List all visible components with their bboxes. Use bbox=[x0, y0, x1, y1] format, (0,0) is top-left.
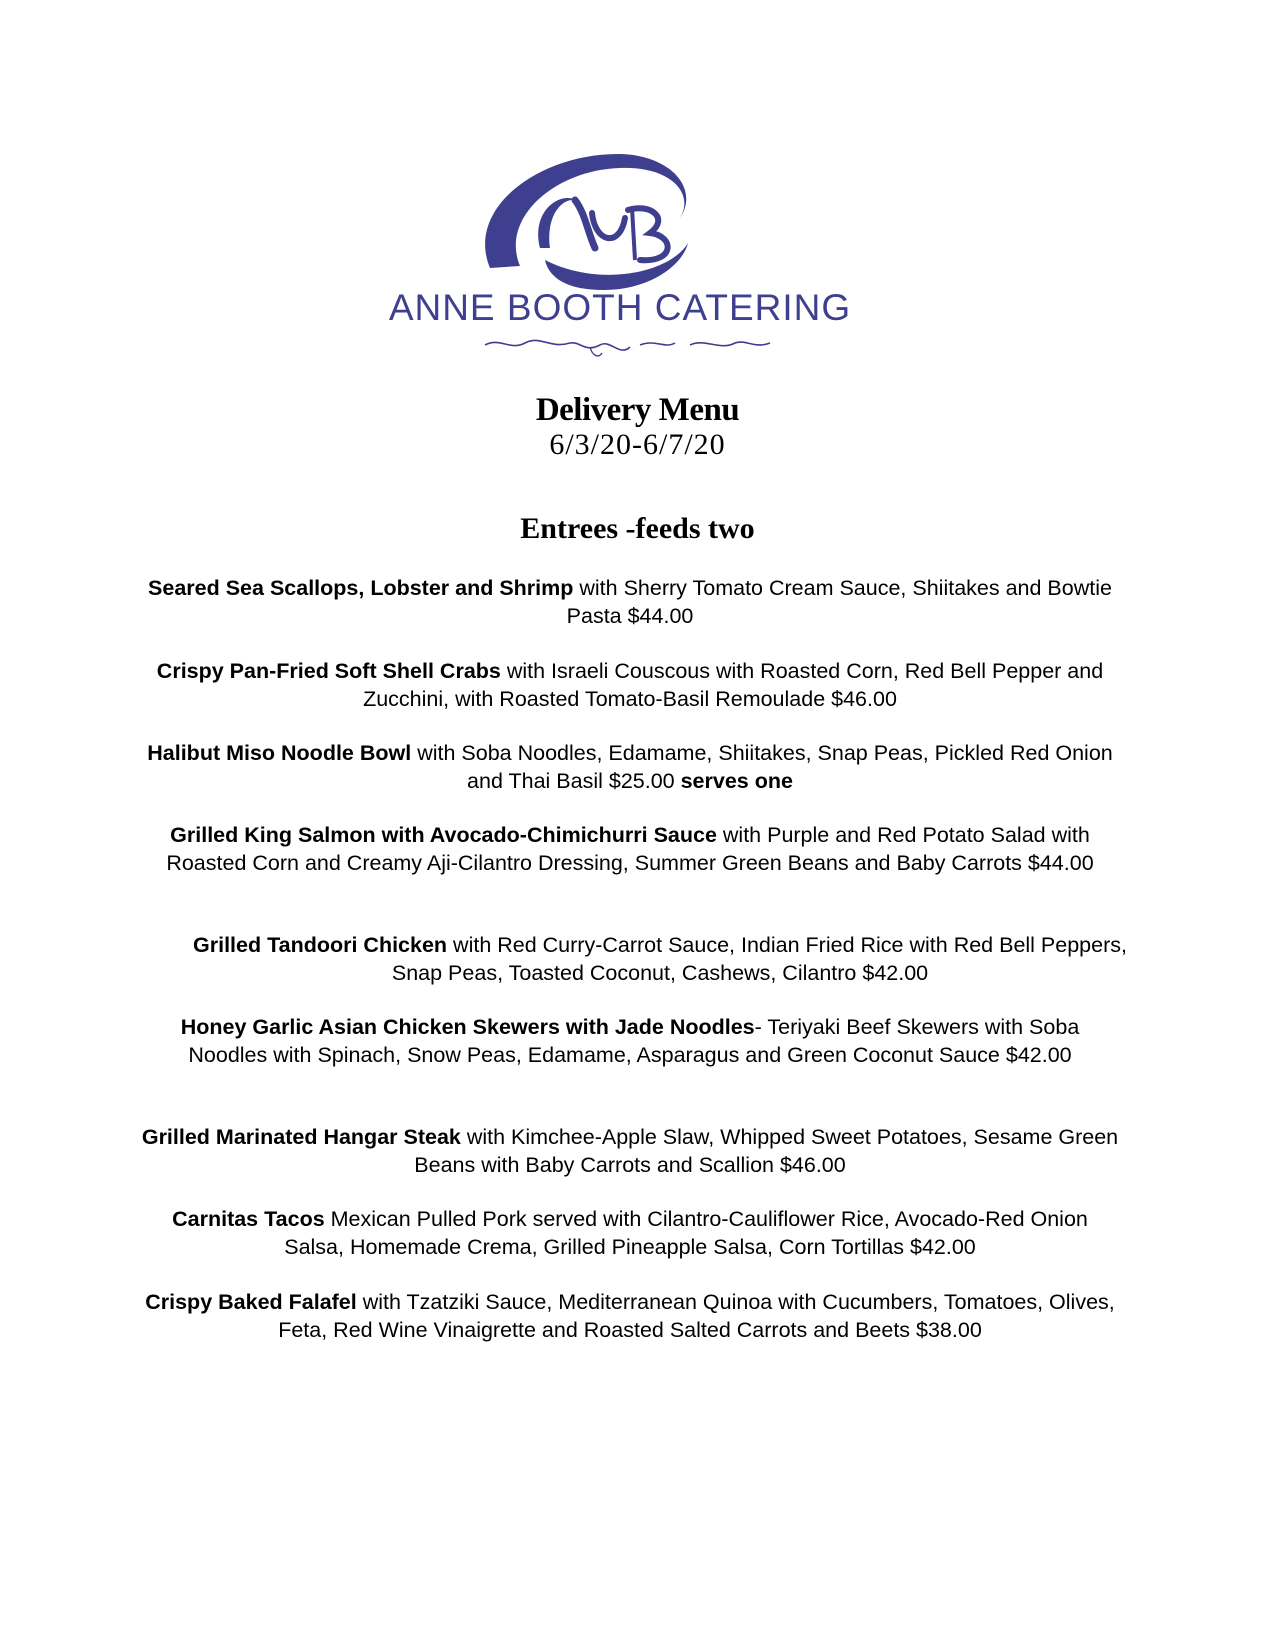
item-description: - Teriyaki Beef Skewers with Soba Noodles with Spinach, Snow Peas, Edamame, Asparagus and Green Coconut Sauce $42.00 bbox=[188, 1015, 1080, 1067]
menu-header bbox=[0, 392, 1275, 462]
menu-item bbox=[185, 931, 1135, 987]
menu-item bbox=[140, 1205, 1120, 1261]
item-description: with Sherry Tomato Cream Sauce, Shiitakes and Bowtie Pasta $44.00 bbox=[566, 576, 1112, 628]
menu-item bbox=[140, 1123, 1120, 1179]
tagline-script bbox=[480, 333, 780, 363]
item-name: Grilled Marinated Hangar Steak bbox=[141, 1125, 461, 1149]
item-description: with Red Curry-Carrot Sauce, Indian Fried Rice with Red Bell Peppers, Snap Peas, Toasted Coconut, Cashews, Cilantro $42.00 bbox=[391, 933, 1127, 985]
brand-name: ANNE BOOTH CATERING bbox=[388, 287, 852, 328]
menu-item bbox=[140, 1288, 1120, 1344]
item-name: Seared Sea Scallops, Lobster and Shrimp bbox=[148, 576, 574, 600]
item-suffix: serves one bbox=[680, 769, 793, 793]
item-description: with Soba Noodles, Edamame, Shiitakes, Snap Peas, Pickled Red Onion and Thai Basil $25.00 bbox=[411, 741, 1113, 793]
item-description: with Tzatziki Sauce, Mediterranean Quinoa with Cucumbers, Tomatoes, Olives, Feta, Red Wine Vinaigrette and Roasted Salted Carrots and Beets $38.00 bbox=[278, 1290, 1115, 1342]
item-description: with Purple and Red Potato Salad with Roasted Corn and Creamy Aji-Cilantro Dressing, Summer Green Beans and Baby Carrots $44.00 bbox=[166, 823, 1094, 875]
item-name: Crispy Baked Falafel bbox=[145, 1290, 357, 1314]
item-name: Crispy Pan-Fried Soft Shell Crabs bbox=[156, 659, 501, 683]
menu-item bbox=[140, 821, 1120, 877]
page-title: Delivery Menu bbox=[535, 392, 740, 428]
item-name: Grilled Tandoori Chicken bbox=[193, 933, 448, 957]
menu-dates: 6/3/20-6/7/20 bbox=[549, 428, 726, 461]
item-name: Honey Garlic Asian Chicken Skewers with Jade Noodles bbox=[180, 1015, 755, 1039]
menu-item bbox=[140, 657, 1120, 713]
menu-item bbox=[140, 1013, 1120, 1069]
item-name: Halibut Miso Noodle Bowl bbox=[147, 741, 412, 765]
section-title: Entrees -feeds two bbox=[520, 512, 755, 545]
item-name: Carnitas Tacos bbox=[172, 1207, 325, 1231]
menu-item bbox=[140, 739, 1120, 795]
item-description: Mexican Pulled Pork served with Cilantro-Cauliflower Rice, Avocado-Red Onion Salsa, Homemade Crema, Grilled Pineapple Salsa, Corn Tortillas $42.00 bbox=[284, 1207, 1088, 1259]
menu-item bbox=[140, 574, 1120, 630]
item-name: Grilled King Salmon with Avocado-Chimichurri Sauce bbox=[170, 823, 717, 847]
item-description: with Kimchee-Apple Slaw, Whipped Sweet Potatoes, Sesame Green Beans with Baby Carrots and Scallion $46.00 bbox=[414, 1125, 1119, 1177]
item-description: with Israeli Couscous with Roasted Corn, Red Bell Pepper and Zucchini, with Roasted Tomato-Basil Remoulade $46.00 bbox=[363, 659, 1104, 711]
